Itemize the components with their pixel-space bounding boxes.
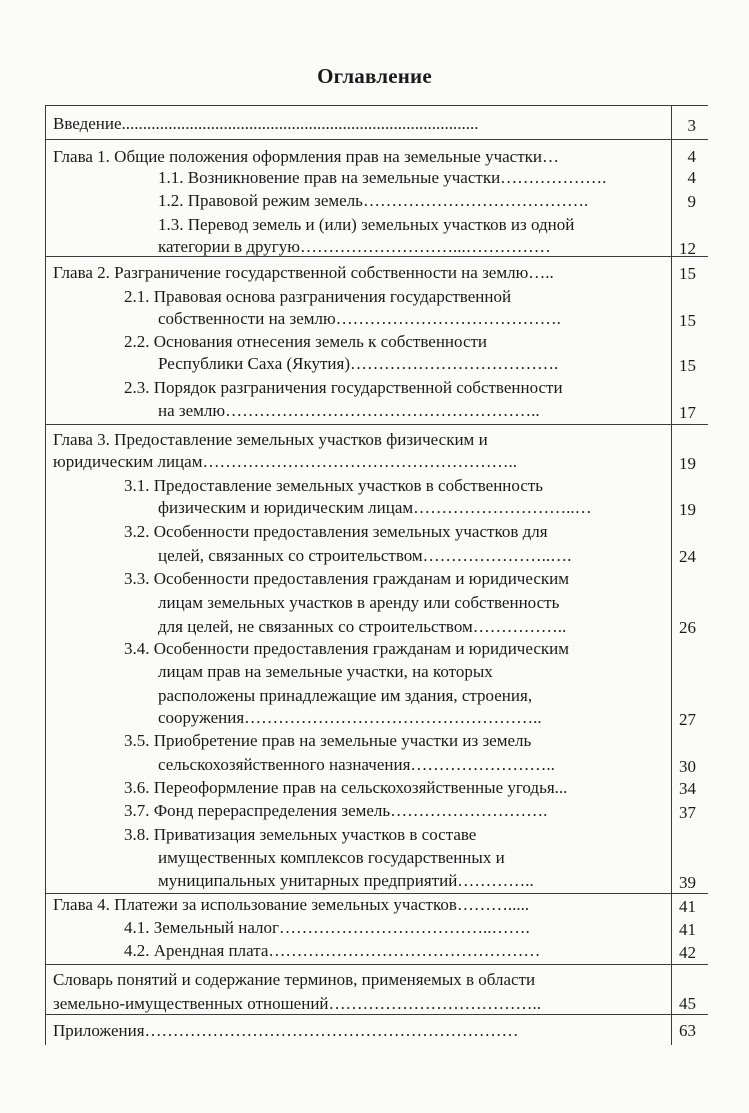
toc-page-number: 27	[679, 710, 696, 729]
toc-entry-glossary-cont: земельно-имущественных отношений………………………………..	[53, 994, 542, 1013]
toc-page-number: 30	[679, 757, 696, 776]
row-divider	[45, 964, 708, 965]
toc-entry-3-1-cont: физическим и юридическим лицам………………………..…	[158, 498, 592, 517]
toc-entry-1-3-cont: категории в другую………………………...……………	[158, 237, 551, 256]
toc-entry-chapter-2: Глава 2. Разграничение государственной собственности на землю…..	[53, 263, 554, 282]
toc-page-number: 41	[679, 920, 696, 939]
toc-page-number: 39	[679, 873, 696, 892]
toc-entry-3-2: 3.2. Особенности предоставления земельных участков для	[124, 522, 548, 541]
toc-entry-3-4-cont: расположены принадлежащие им здания, строения,	[158, 686, 533, 705]
toc-entry-3-3: 3.3. Особенности предоставления гражданам и юридическим	[124, 569, 569, 588]
toc-entry-4-2: 4.2. Арендная плата…………………………………………	[124, 941, 541, 960]
toc-entry-2-2-cont: Республики Саха (Якутия)……………………………….	[158, 354, 559, 373]
toc-page-number: 34	[679, 779, 696, 798]
toc-entry-glossary: Словарь понятий и содержание терминов, применяемых в области	[53, 970, 536, 989]
toc-entry-chapter-4: Глава 4. Платежи за использование земельных участков……….....	[53, 895, 530, 914]
toc-entry-3-7: 3.7. Фонд перераспределения земель……………………….	[124, 801, 548, 820]
toc-entry-3-3-cont: для целей, не связанных со строительством……………..	[158, 617, 567, 636]
toc-page-number: 45	[679, 994, 696, 1013]
toc-entry-3-6: 3.6. Переоформление прав на сельскохозяйственные угодья...	[124, 778, 568, 797]
row-divider	[45, 424, 708, 425]
toc-entry-chapter-1: Глава 1. Общие положения оформления прав на земельные участки…	[53, 147, 560, 166]
toc-entry-3-4: 3.4. Особенности предоставления гражданам и юридическим	[124, 639, 569, 658]
toc-entry-chapter-3-cont: юридическим лицам………………………………………………..	[53, 452, 517, 471]
toc-page-number: 4	[687, 147, 696, 166]
toc-page-number: 17	[679, 403, 696, 422]
toc-page-number: 4	[687, 168, 696, 187]
toc-entry-2-1-cont: собственности на землю………………………………….	[158, 309, 561, 328]
toc-entry-2-1: 2.1. Правовая основа разграничения государственной	[124, 287, 512, 306]
toc-entry-4-1: 4.1. Земельный налог………………………………..…….	[124, 918, 530, 937]
toc-entry-3-8-cont: муниципальных унитарных предприятий…………..	[158, 871, 534, 890]
toc-page-number: 9	[687, 192, 696, 211]
toc-entry-3-2-cont: целей, связанных со строительством…………………..….	[158, 546, 572, 565]
toc-entry-1-3: 1.3. Перевод земель и (или) земельных участков из одной	[158, 215, 575, 234]
table-left-border	[45, 105, 46, 1045]
toc-entry-3-4-cont: лицам прав на земельные участки, на которых	[158, 662, 493, 681]
toc-entry-3-1: 3.1. Предоставление земельных участков в собственность	[124, 476, 544, 495]
toc-entry-chapter-3: Глава 3. Предоставление земельных участков физическим и	[53, 430, 488, 449]
toc-entry-introduction: Введение....................................................................................	[53, 114, 479, 133]
toc-page-number: 19	[679, 454, 696, 473]
toc-entry-1-2: 1.2. Правовой режим земель………………………………….	[158, 191, 589, 210]
toc-entry-3-4-cont: сооружения……………………………………………..	[158, 708, 542, 727]
toc-page-number: 63	[679, 1021, 696, 1040]
row-divider	[45, 139, 708, 140]
toc-page-number: 26	[679, 618, 696, 637]
table-top-border	[45, 105, 708, 106]
toc-page-number: 15	[679, 264, 696, 283]
toc-entry-3-8: 3.8. Приватизация земельных участков в составе	[124, 825, 477, 844]
toc-page-number: 3	[687, 116, 696, 135]
toc-entry-3-5-cont: сельскохозяйственного назначения……………………..	[158, 755, 555, 774]
toc-page-number: 37	[679, 803, 696, 822]
toc-entry-2-2: 2.2. Основания отнесения земель к собственности	[124, 332, 488, 351]
toc-entry-2-3: 2.3. Порядок разграничения государственной собственности	[124, 378, 563, 397]
toc-entry-3-5: 3.5. Приобретение прав на земельные участки из земель	[124, 731, 532, 750]
toc-page-number: 19	[679, 500, 696, 519]
toc-page-number: 24	[679, 547, 696, 566]
toc-entry-3-3-cont: лицам земельных участков в аренду или собственность	[158, 593, 560, 612]
toc-page-number: 42	[679, 943, 696, 962]
toc-page-number: 15	[679, 311, 696, 330]
toc-entry-2-3-cont: на землю………………………………………………..	[158, 401, 540, 420]
toc-page-number: 41	[679, 897, 696, 916]
toc-entry-3-8-cont: имущественных комплексов государственных и	[158, 848, 505, 867]
toc-page-number: 15	[679, 356, 696, 375]
toc-page-number: 12	[679, 239, 696, 258]
toc-entry-1-1: 1.1. Возникновение прав на земельные участки……………….	[158, 168, 607, 187]
toc-title: Оглавление	[317, 64, 432, 88]
toc-entry-appendices: Приложения…………………………………………………………	[53, 1021, 519, 1040]
